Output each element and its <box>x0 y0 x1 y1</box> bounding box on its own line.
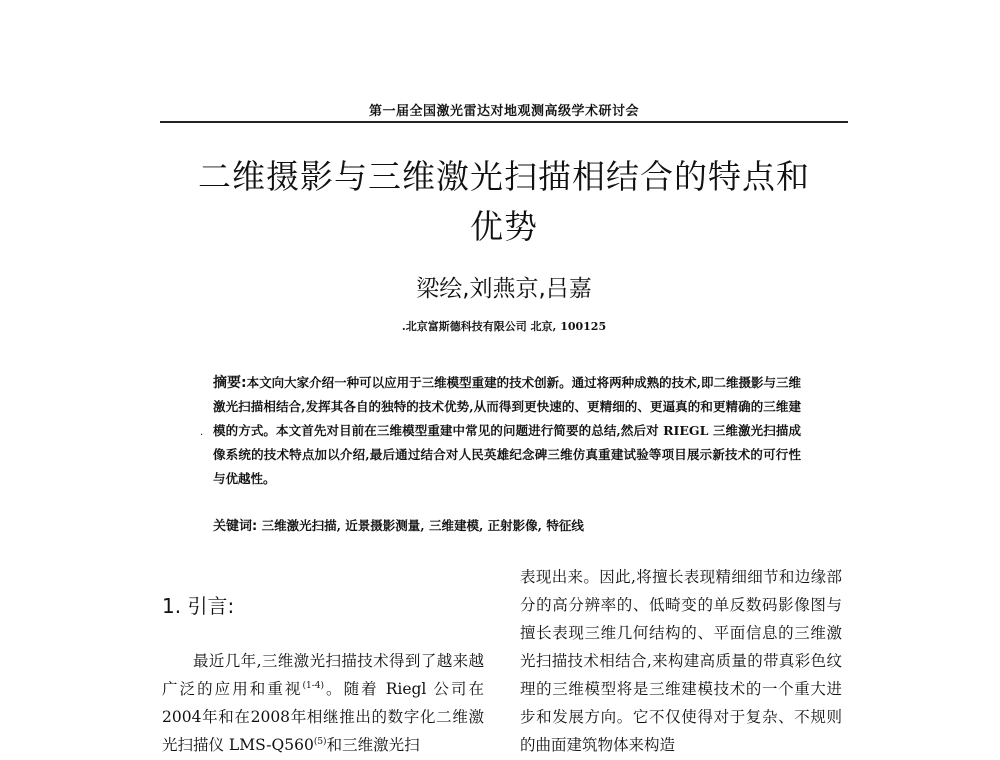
paper-title <box>140 152 868 252</box>
keywords-text: 三维激光扫描, 近景摄影测量, 三维建模, 正射影像, 特征线 <box>261 518 584 533</box>
left-column-text <box>162 647 484 759</box>
citation: (1-4) <box>302 680 324 691</box>
margin-mark: · <box>200 430 204 441</box>
abstract <box>213 371 801 491</box>
authors: 梁绘,刘燕京,吕嘉 <box>416 276 592 302</box>
affiliation: .北京富斯德科技有限公司 北京, 100125 <box>401 320 607 333</box>
title-line-1: 二维摄影与三维激光扫描相结合的特点和 <box>198 157 810 196</box>
section-heading: 1. 引言: <box>162 594 235 618</box>
running-header: 第一届全国激光雷达对地观测高级学术研讨会 <box>368 104 639 119</box>
left-text-part-2: 。随着 Riegl 公司在2004年和在2008年相继推出的数字化二维激光扫描仪 LMS-Q560 <box>162 680 484 754</box>
header-rule <box>160 121 848 123</box>
keywords-label: 关键词: <box>213 519 258 534</box>
abstract-text: 本文向大家介绍一种可以应用于三维模型重建的技术创新。通过将两种成熟的技术,即二维摄影与三维激光扫描相结合,发挥其各自的独特的技术优势,从而得到更快速的、更精细的、更逼真的和更精确的三维建模的方式。本文首先对目前在三维模型重建中常见的问题进行简要的总结,然后对 RIEGL 三维激光扫描成像系统的技术特点加以介绍,最后通过结合对人民英雄纪念碑三维仿真重建试验等项目展示新技术的可行性与优越性。 <box>213 375 801 486</box>
citation: (5) <box>313 736 327 747</box>
left-text-part-1: 最近几年,三维激光扫描技术得到了越来越广泛的应用和重视 <box>162 652 484 698</box>
left-text-part-3: 和三维激光扫 <box>326 736 420 754</box>
abstract-label: 摘要: <box>213 375 247 391</box>
title-line-2: 优势 <box>470 207 538 246</box>
right-column-text: 表现出来。因此,将擅长表现精细细节和边缘部分的高分辨率的、低畸变的单反数码影像图与擅长表现三维几何结构的、平面信息的三维激光扫描技术相结合,来构建高质量的带真彩色纹理的三维模型将是三维建模技术的一个重大进步和发展方向。它不仅使得对于复杂、不规则的曲面建筑物体来构造 <box>520 568 842 754</box>
keywords <box>213 515 801 534</box>
